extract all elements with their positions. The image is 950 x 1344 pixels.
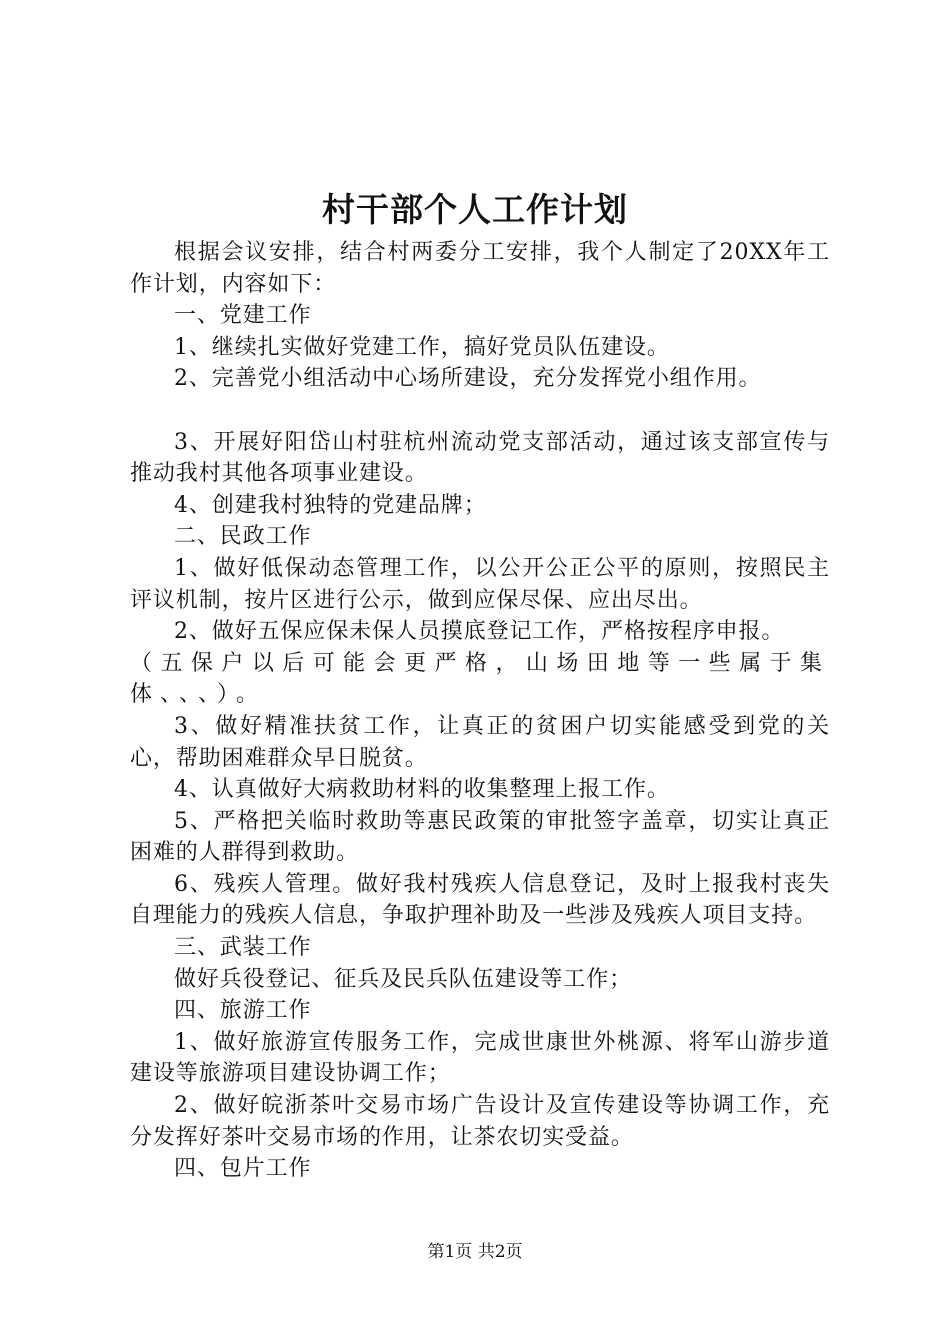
intro-paragraph: 根据会议安排，结合村两委分工安排，我个人制定了20XX年工作计划，内容如下： <box>130 240 830 297</box>
section-heading-civil: 二、民政工作 <box>174 524 312 550</box>
tourism-item-2: 2、做好皖浙茶叶交易市场广告设计及宣传建设等协调工作，充分发挥好茶叶交易市场的作用，让茶农切实受益。 <box>130 1093 830 1150</box>
civil-item-5: 5、严格把关临时救助等惠民政策的审批签字盖章，切实让真正困难的人群得到救助。 <box>130 808 830 866</box>
document-body <box>130 237 830 1185</box>
page-number: 第1页 共2页 <box>427 1242 523 1262</box>
civil-item-1: 1、做好低保动态管理工作，以公开公正公平的原则，按照民主评议机制，按片区进行公示，做到应保尽保、应出尽出。 <box>130 555 830 613</box>
civil-item-2: 2、做好五保应保未保人员摸底登记工作，严格按程序申报。 <box>174 619 785 645</box>
page-title: 村干部个人工作计划 <box>322 190 628 229</box>
civil-item-6: 6、残疾人管理。做好我村残疾人信息登记，及时上报我村丧失自理能力的残疾人信息，争取护理补助及一些涉及残疾人项目支持。 <box>130 871 830 929</box>
civil-item-4: 4、认真做好大病救助材料的收集整理上报工作。 <box>174 777 670 803</box>
section-heading-military: 三、武装工作 <box>174 935 312 961</box>
civil-item-2-note: （五保户以后可能会更严格，山场田地等一些属于集体、、、）。 <box>130 650 830 708</box>
section-heading-party: 一、党建工作 <box>174 303 312 329</box>
civil-item-3: 3、做好精准扶贫工作，让真正的贫困户切实能感受到党的关心，帮助困难群众早日脱贫。 <box>130 713 830 771</box>
military-item: 做好兵役登记、征兵及民兵队伍建设等工作； <box>174 966 633 992</box>
tourism-item-1: 1、做好旅游宣传服务工作，完成世康世外桃源、将军山游步道建设等旅游项目建设协调工作； <box>130 1029 830 1087</box>
party-item-3: 3、开展好阳岱山村驻杭州流动党支部活动，通过该支部宣传与推动我村其他各项事业建设。 <box>130 429 830 487</box>
party-item-2: 2、完善党小组活动中心场所建设，充分发挥党小组作用。 <box>174 366 762 392</box>
party-item-1: 1、继续扎实做好党建工作，搞好党员队伍建设。 <box>174 334 670 360</box>
section-heading-tourism: 四、旅游工作 <box>174 998 312 1024</box>
section-heading-district: 四、包片工作 <box>174 1156 312 1182</box>
party-item-4: 4、创建我村独特的党建品牌； <box>174 492 487 518</box>
